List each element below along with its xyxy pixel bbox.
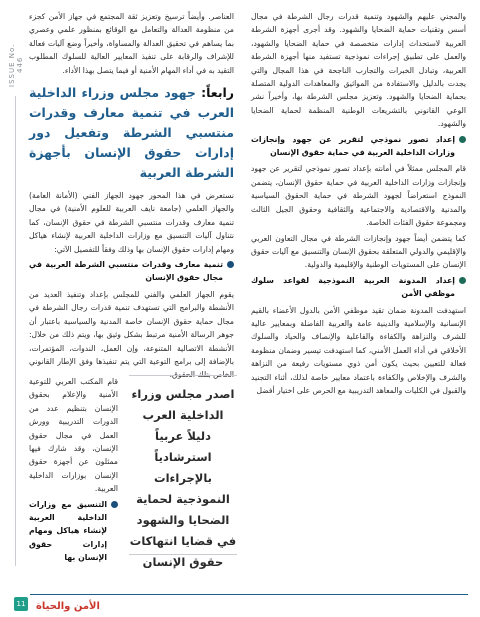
heading-prefix: رابعاً: <box>195 85 234 101</box>
magazine-name: الأمن والحياة <box>36 601 100 612</box>
heading-text: إعداد المدونة العربية النموذجية لقواعد سلوك موظفي الأمن <box>251 275 455 299</box>
bullet-icon <box>459 136 466 143</box>
margin-divider <box>15 96 16 566</box>
left-narrow-column <box>29 375 118 568</box>
left-intro-paragraph: العناصر. وأيضاً ترسيخ وتعزيز ثقة المجتمع في جهاز الأمن كجزء من منظومة العدالة والتعامل مع الوقائع بمنظور علمي وعصري بما يساهم في تحقيق العدالة والمساواة، وأخيراً وضع آليات فعالة للإشراف والرقابة على تنفيذ المعايير العالية للسلوك المطلوب التقيد به في أداء المهام الأمنية أو فيما يتصل بهذا الأداء. <box>29 12 234 75</box>
paragraph: استهدفت المدونة ضمان تقيد موظفي الأمن بالدول الأعضاء بالقيم الإنسانية والإسلامية والدينية عامة والعربية الفاضلة وبمعايير عالية للشرف والنزاهة والكفاءة والفاعلية والإنصاف والحياد والسلوك الأخلاقي في أداء العمل الأمني، كما استهدفت تيسير وضمان منظومة فعالة للتعيين بحيث يكون أمن ذوي مستويات رفيعة من النزاهة والشرف والإخلاص والكفاءة باعتماد معايير خاصة لذلك، أثناء التجنيد والقبول في الكليات والمعاهد التدريبية مع الحرص على اختيار أفضل <box>251 305 466 395</box>
main-section-heading <box>29 83 234 183</box>
section-heading-report-model <box>251 133 466 160</box>
bullet-icon <box>227 261 234 268</box>
right-intro-paragraph: والمجني عليهم والشهود وتنمية قدرات رجال الشرطة في مجال أسس وتقنيات حماية الضحايا والشهود. وقد أجرى أجهزة الشرطة العربية لاستحداث إدارات متخصصة في حماية الضحايا والشهود، والعمل على تطبيق إجراءات نموذجية تستفيد منها أجهزة الشرطة العربية، وتبادل الخبرات والتجارب الناجحة في هذا المجال والتي يجدت بالدليل والاستفادة من المواثيق والمعاهدات الدولية المتصلة بحماية الضحايا والشهود. وتعزيز مجلس الشرطة بها، وأخيراً نشر الوعي القانوني بالتشريعات الوطنية المنظمة لحماية الضحايا والشهود. <box>251 12 466 129</box>
section-heading-capacity <box>29 258 234 285</box>
page-number: 11 <box>14 597 28 611</box>
section-heading-code-of-conduct <box>251 274 466 301</box>
issue-number: ISSUE No. 446 <box>8 43 24 87</box>
left-column <box>29 10 234 380</box>
paragraph: قام المجلس ممثلاً في أمانته بإعداد تصور نموذجي لتقرير عن جهود وإنجازات وزارات الداخلية العربية في حماية حقوق الإنسان، يتضمن النموذج استعراضاً لجهود الشرطة في حماية الحقوق السياسية والمدنية والاقتصادية والاجتماعية والثقافية وحقوق الجيل الثالث ومجموعة حقوق الفئات الخاصة. <box>251 164 466 228</box>
heading-text: إعداد تصور نموذجي لتقرير عن جهود وإنجازات وزارات الداخلية العربية في حماية حقوق الإنسان <box>251 134 455 158</box>
issue-label-strip <box>8 40 24 90</box>
footer-rule <box>30 594 468 595</box>
heading-text: تنمية معارف وقدرات منتسبي الشرطة العربية في مجال حقوق الإنسان <box>29 260 223 283</box>
paragraph: قام المكتب العربي للتوعية الأمنية والإعلام بحقوق الإنسان بتنظيم عدد من الدورات التدريبية وورش العمل في مجال حقوق الإنسان، وقد شارك فيها ممثلون عن أجهزة حقوق الإنسان بوزارات الداخلية العربية. <box>29 377 118 494</box>
bullet-icon <box>111 501 118 508</box>
heading-text: جهود مجلس وزراء الداخلية العرب في تنمية معارف وقدرات منتسبي الشرطة وتفعيل دور إدارات حقوق الإنسان بأجهزة الشرطة العربية <box>29 85 234 181</box>
footer <box>0 591 480 617</box>
pull-quote-box <box>129 375 237 569</box>
bullet-icon <box>459 277 466 284</box>
pull-quote-text: اصدر مجلس وزراء الداخلية العرب دليلاً عربياً استرشادياً بالإجراءات النموذجية لحماية الضحايا والشهود في قضايا انتهاكات حقوق الإنسان <box>129 387 237 569</box>
paragraph: كما يتضمن أيضاً جهود وإنجازات الشرطة في مجال التعاون العربي والإقليمي والدولي المتعلقة بحقوق الإنسان والتنسيق مع آليات حقوق الإنسان على المستويات الوطنية والإقليمية والدولية. <box>251 233 466 270</box>
heading-text: التنسيق مع وزارات الداخلية العربية لإنشاء هياكل ومهام إدارات حقوق الإنسان بها <box>29 499 107 563</box>
section-heading-coordination <box>29 498 118 565</box>
paragraph: يقوم الجهاز العلمي والفني للمجلس بإعداد وتنفيذ العديد من الأنشطة والبرامج التي تستهدف تنمية قدرات رجال الشرطة في مجال حماية حقوق الإنسان خاصة المدنية والسياسية باعتبار أن جوهر الرسالة الأمنية مرتبط بشكل وثيق بها، ويتم ذلك من خلال: الأنشطة الاتصالية المتنوعة، وإن العمل، الندوات، المؤتمرات، بالإضافة إلى برامج التوعية التي يتم تنفيذها وفق الإطار القانوني الخاص بتلك الحقوق. <box>29 289 234 380</box>
right-column <box>251 10 466 399</box>
paragraph: نستعرض في هذا المحور جهود الجهاز الفني (الأمانة العامة) والجهاز العلمي (جامعة نايف العربية للعلوم الأمنية) في مجال تنمية معارف وقدرات منتسبي الشرطة في حقوق الإنسان، كما نتناول آليات التنسيق مع وزارات الداخلية العربية لإنشاء هياكل ومهام إدارات حقوق الإنسان بها وذلك وفقاً للتفصيل الآتي: <box>29 191 234 254</box>
